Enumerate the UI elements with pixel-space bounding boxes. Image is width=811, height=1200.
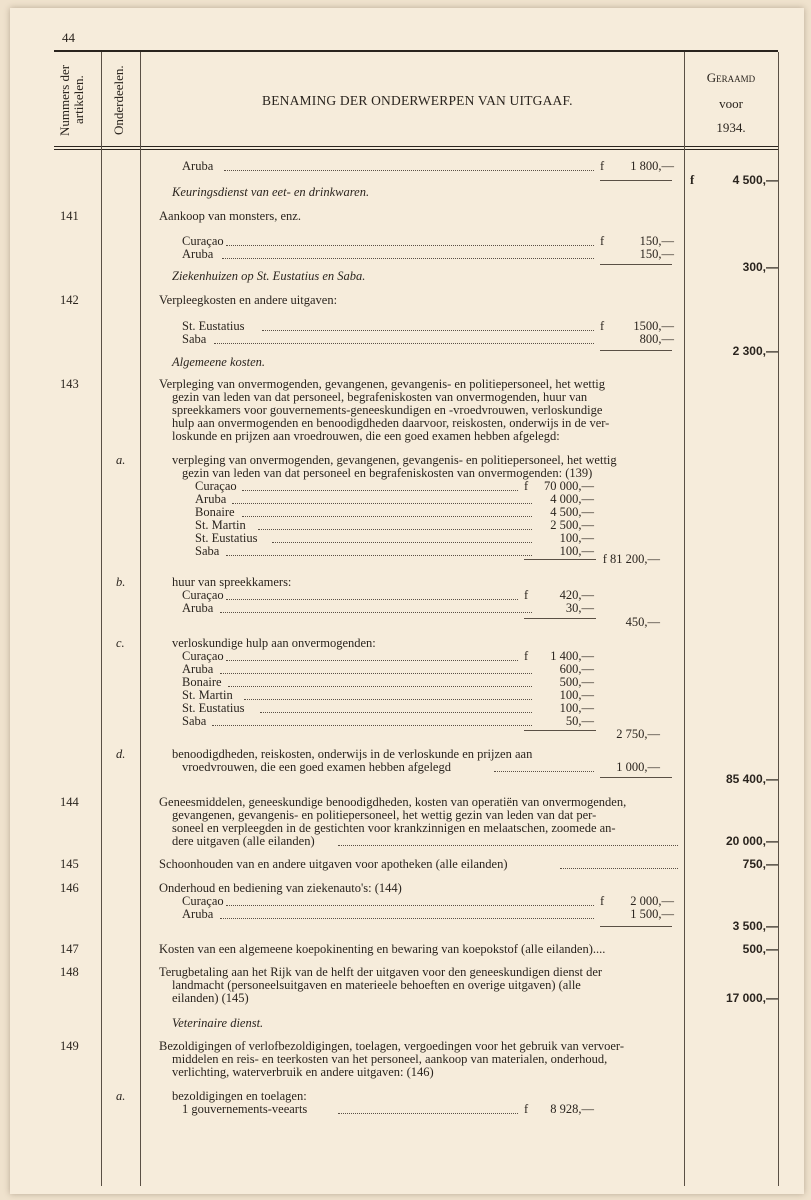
sum-rule	[600, 926, 672, 927]
item-amount: 1 000,—	[616, 760, 660, 774]
leader-dots	[244, 699, 532, 700]
item-label: Saba	[182, 332, 207, 346]
sum-rule	[524, 618, 596, 619]
article-text-line: dere uitgaven (alle eilanden)	[172, 834, 315, 848]
leader-dots	[226, 660, 518, 661]
item-amount: 100,—	[559, 688, 594, 702]
page-number: 44	[62, 30, 75, 45]
currency-mark: f	[524, 479, 529, 493]
article-text-line: eilanden) (145)	[172, 991, 249, 1005]
article-text-line: gevangenen, gevangenis- en politiepersoneel, het wettig gezin van leden van dat per-	[172, 808, 597, 822]
item-amount: 1 800,—	[630, 159, 674, 173]
item-amount: 70 000,—	[544, 479, 594, 493]
item-label: Curaçao	[182, 894, 224, 908]
item-amount: 2 500,—	[550, 518, 594, 532]
item-label: 1 gouvernements-veearts	[182, 1102, 308, 1116]
article-number: 147	[60, 942, 79, 956]
item-label: St. Eustatius	[195, 531, 258, 545]
article-text-line: Terugbetaling aan het Rijk van de helft der uitgaven voor den geneeskundigen dienst der	[159, 965, 603, 979]
subdivision-letter: d.	[116, 747, 126, 761]
item-label: Bonaire	[182, 675, 222, 689]
section-heading: Algemeene kosten.	[172, 355, 266, 369]
leader-dots	[260, 712, 532, 713]
item-amount: 1 500,—	[630, 907, 674, 921]
item-label: Curaçao	[182, 234, 224, 248]
subdivision-text-line: verpleging van onvermogenden, gevangenen, gevangenis- en politiepersoneel, het wettig	[172, 453, 617, 467]
subdivision-letter: b.	[116, 575, 126, 589]
article-number: 141	[60, 209, 79, 223]
item-label: Aruba	[182, 907, 214, 921]
subdivision-letter: c.	[116, 636, 125, 650]
leader-dots	[220, 673, 532, 674]
item-amount: 600,—	[559, 662, 594, 676]
article-text-line: verlichting, waterverbruik en andere uitgaven: (146)	[172, 1065, 434, 1079]
item-amount: 4 000,—	[550, 492, 594, 506]
item-label: Curaçao	[195, 479, 237, 493]
leader-dots	[224, 170, 594, 171]
article-total: 4 500,—	[732, 173, 778, 187]
sum-rule	[600, 180, 672, 181]
leader-dots	[272, 542, 532, 543]
item-label: Curaçao	[182, 649, 224, 663]
column-divider	[684, 52, 685, 1186]
section-heading: Keuringsdienst van eet- en drinkwaren.	[172, 185, 370, 199]
leader-dots	[232, 503, 532, 504]
article-total: 20 000,—	[725, 834, 778, 848]
item-amount: 1 400,—	[550, 649, 594, 663]
column-divider	[140, 52, 141, 1186]
article-text-line: spreekkamers voor gouvernements-geneeskundigen en -vroedvrouwen, verloskundige	[172, 403, 603, 417]
leader-dots	[226, 245, 594, 246]
currency-mark: f	[600, 159, 605, 173]
currency-mark: f	[600, 894, 605, 908]
header-estimate-1: Geraamd	[706, 70, 756, 85]
item-label: St. Eustatius	[182, 319, 245, 333]
leader-dots	[338, 845, 678, 846]
article-number: 148	[60, 965, 79, 979]
item-label: Saba	[182, 714, 207, 728]
article-text: Schoonhouden van en andere uitgaven voor apotheken (alle eilanden)	[159, 857, 508, 871]
item-label: St. Martin	[182, 688, 233, 702]
subdivision-subtotal: f 81 200,—	[602, 552, 660, 566]
article-total: 500,—	[742, 942, 778, 956]
item-label: Aruba	[182, 601, 214, 615]
leader-dots	[242, 516, 532, 517]
item-amount: 50,—	[565, 714, 594, 728]
leader-dots	[226, 599, 518, 600]
leader-dots	[226, 905, 594, 906]
leader-dots	[262, 330, 594, 331]
leader-dots	[242, 490, 518, 491]
section-heading: Veterinaire dienst.	[172, 1016, 264, 1030]
article-text-line: Verpleging van onvermogenden, gevangenen, gevangenis- en politiepersoneel, het wettig	[159, 377, 606, 391]
item-label: Saba	[195, 544, 220, 558]
article-text-line: loskunde en prijzen aan vroedrouwen, die een goed examen hebben afgelegd:	[172, 429, 560, 443]
item-label: Aruba	[182, 247, 214, 261]
item-label: St. Martin	[195, 518, 246, 532]
article-number: 146	[60, 881, 79, 895]
sum-rule	[600, 777, 672, 778]
article-text-line: middelen en reis- en teerkosten van het personeel, aankoop van materialen, onderhoud,	[172, 1052, 608, 1066]
leader-dots	[222, 258, 594, 259]
subdivision-text: bezoldigingen en toelagen:	[172, 1089, 307, 1103]
article-text: Aankoop van monsters, enz.	[159, 209, 301, 223]
sum-rule	[600, 264, 672, 265]
sum-rule	[524, 730, 596, 731]
header-bottom-rule	[54, 146, 778, 147]
article-text-line: Bezoldigingen of verlofbezoldigingen, toelagen, vergoedingen voor het gebruik van vervoer-	[159, 1039, 624, 1053]
article-text-line: landmacht (personeelsuitgaven en materieele behoeften en overige uitgaven) (alle	[172, 978, 581, 992]
article-total: 17 000,—	[725, 991, 778, 1005]
leader-dots	[494, 771, 594, 772]
sum-rule	[600, 350, 672, 351]
item-amount: 420,—	[559, 588, 594, 602]
item-label: Aruba	[195, 492, 227, 506]
article-total: 300,—	[742, 260, 778, 274]
currency-mark: f	[524, 649, 529, 663]
item-amount: 800,—	[639, 332, 674, 346]
article-total: 85 400,—	[725, 772, 778, 786]
article-text-line: gezin van leden van dat personeel, begrafeniskosten van onvermogenden, huur van	[172, 390, 588, 404]
currency-mark: f	[600, 319, 605, 333]
leader-dots	[212, 725, 532, 726]
header-article-numbers: Nummers der artikelen.	[57, 64, 86, 136]
item-amount: 150,—	[639, 247, 674, 261]
article-number: 143	[60, 377, 79, 391]
item-amount: 4 500,—	[550, 505, 594, 519]
leader-dots	[258, 529, 532, 530]
subdivision-text: huur van spreekkamers:	[172, 575, 292, 589]
article-number: 145	[60, 857, 79, 871]
subdivision-text-line: gezin van leden van dat personeel en begrafeniskosten van onvermogenden: (139)	[182, 466, 593, 480]
item-amount: 100,—	[559, 531, 594, 545]
leader-dots	[228, 686, 532, 687]
header-estimate-2: voor	[719, 96, 743, 111]
article-total: 3 500,—	[732, 919, 778, 933]
item-amount: 8 928,—	[550, 1102, 594, 1116]
item-amount: 100,—	[559, 544, 594, 558]
leader-dots	[220, 918, 594, 919]
subdivision-subtotal: 2 750,—	[616, 727, 660, 741]
item-amount: 150,—	[639, 234, 674, 248]
article-text-line: Geneesmiddelen, geneeskundige benoodigdheden, kosten van operatiën van onvermogenden,	[159, 795, 627, 809]
leader-dots	[338, 1113, 518, 1114]
currency-mark: f	[690, 173, 695, 187]
currency-mark: f	[524, 1102, 529, 1116]
top-rule	[54, 50, 778, 52]
item-label: Aruba	[182, 159, 214, 173]
item-label: Bonaire	[195, 505, 235, 519]
article-total: 750,—	[742, 857, 778, 871]
article-number: 144	[60, 795, 79, 809]
currency-mark: f	[600, 234, 605, 248]
item-label: Curaçao	[182, 588, 224, 602]
item-label: St. Eustatius	[182, 701, 245, 715]
header-title: BENAMING DER ONDERWERPEN VAN UITGAAF.	[262, 93, 573, 108]
item-amount: 30,—	[565, 601, 594, 615]
sum-rule	[524, 559, 596, 560]
item-amount: 500,—	[559, 675, 594, 689]
leader-dots	[214, 343, 594, 344]
article-text-line: soneel en verpleegden in de gestichten voor krankzinnigen en melaatschen, zoomede an-	[172, 821, 616, 835]
header-bottom-rule-2	[54, 149, 778, 150]
column-divider	[101, 52, 102, 1186]
item-amount: 2 000,—	[630, 894, 674, 908]
column-divider	[778, 52, 779, 1186]
article-text: Onderhoud en bediening van ziekenauto's: (144)	[159, 881, 402, 895]
leader-dots	[560, 868, 678, 869]
article-text-line: hulp aan onvermogenden en benoodigdheden daarvoor, reiskosten, onderwijs in de ver-	[172, 416, 610, 430]
header-estimate-3: 1934.	[716, 120, 746, 135]
item-amount: 100,—	[559, 701, 594, 715]
leader-dots	[226, 555, 532, 556]
item-label: Aruba	[182, 662, 214, 676]
subdivision-letter: a.	[116, 1089, 126, 1103]
subdivision-subtotal: 450,—	[625, 615, 660, 629]
subdivision-text-line: benoodigdheden, reiskosten, onderwijs in de verloskunde en prijzen aan	[172, 747, 533, 761]
article-total: 2 300,—	[732, 344, 778, 358]
subdivision-text: verloskundige hulp aan onvermogenden:	[172, 636, 376, 650]
header-subdivisions: Onderdeelen.	[111, 65, 126, 135]
article-number: 142	[60, 293, 79, 307]
leader-dots	[220, 612, 532, 613]
section-heading: Ziekenhuizen op St. Eustatius en Saba.	[172, 269, 366, 283]
subdivision-letter: a.	[116, 453, 126, 467]
currency-mark: f	[524, 588, 529, 602]
article-text: Kosten van een algemeene koepokinenting en bewaring van koepokstof (alle eilanden)....	[159, 942, 606, 956]
item-amount: 1500,—	[633, 319, 674, 333]
subdivision-text-line: vroedvrouwen, die een goed examen hebben afgelegd	[182, 760, 451, 774]
article-number: 149	[60, 1039, 79, 1053]
article-text: Verpleegkosten en andere uitgaven:	[159, 293, 338, 307]
